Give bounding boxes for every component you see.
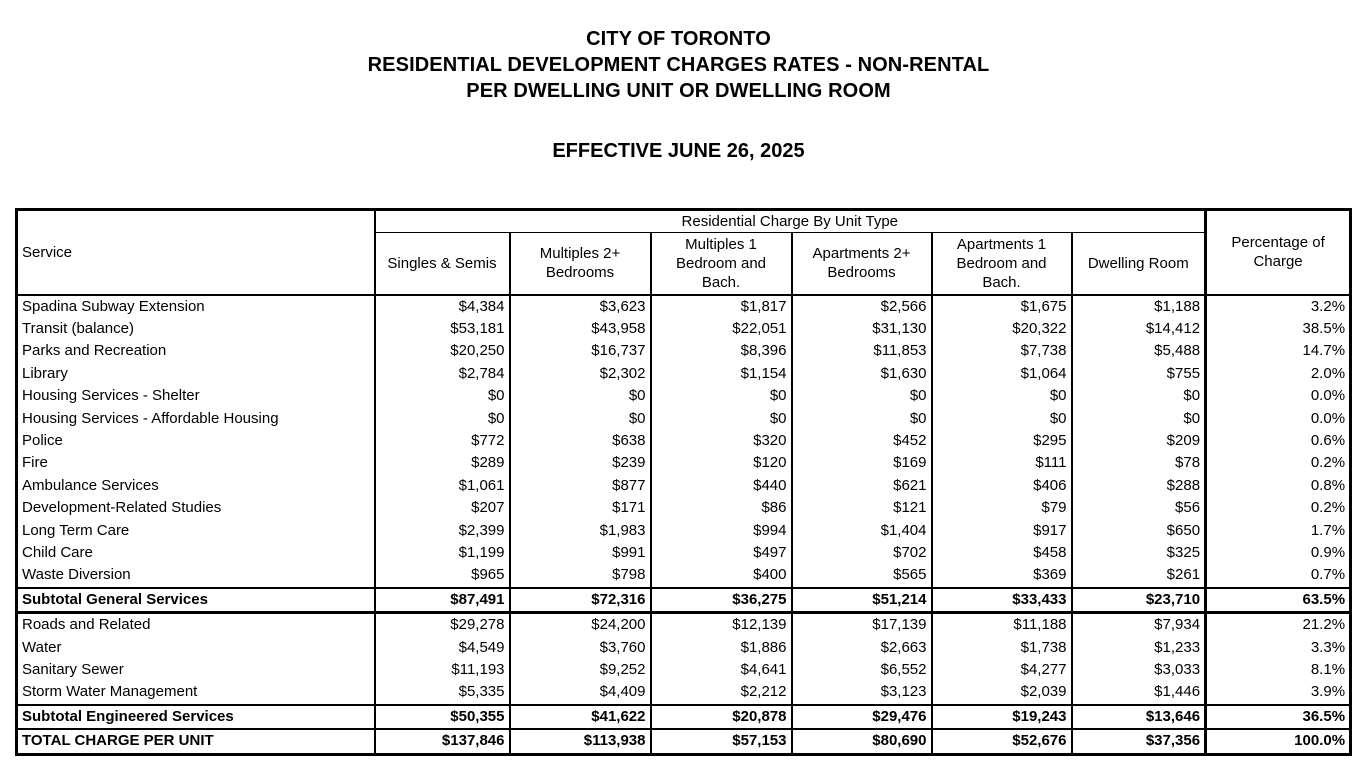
cell-percentage-value: 0.0%: [1206, 408, 1351, 430]
cell-charge-value: $369: [932, 564, 1072, 587]
cell-charge-value: $3,033: [1072, 659, 1206, 681]
cell-charge-value: $4,549: [375, 637, 510, 659]
cell-charge-value: $638: [510, 430, 651, 452]
cell-charge-value: $0: [932, 408, 1072, 430]
cell-charge-value: $239: [510, 452, 651, 474]
cell-charge-value: $917: [932, 520, 1072, 542]
cell-charge-value: $0: [1072, 408, 1206, 430]
cell-charge-value: $20,878: [651, 705, 792, 729]
cell-charge-value: $24,200: [510, 613, 651, 637]
table-row-general-service: [17, 564, 1351, 587]
cell-charge-value: $43,958: [510, 318, 651, 340]
development-charges-table-wrapper: [15, 208, 1349, 756]
table-row-general-service: [17, 542, 1351, 564]
cell-charge-value: $121: [792, 497, 932, 519]
cell-service-name: Sanitary Sewer: [17, 659, 375, 681]
table-row-engineered-service: [17, 659, 1351, 681]
cell-service-name: Water: [17, 637, 375, 659]
cell-charge-value: $1,886: [651, 637, 792, 659]
cell-charge-value: $1,983: [510, 520, 651, 542]
table-row-general-service: [17, 363, 1351, 385]
header-row-group: [17, 210, 1351, 233]
cell-percentage-value: 100.0%: [1206, 729, 1351, 754]
table-row-subtotal-engineered: [17, 705, 1351, 729]
cell-charge-value: $33,433: [932, 588, 1072, 613]
cell-charge-value: $0: [651, 408, 792, 430]
cell-charge-value: $965: [375, 564, 510, 587]
cell-charge-value: $320: [651, 430, 792, 452]
cell-charge-value: $29,476: [792, 705, 932, 729]
cell-service-name: Subtotal General Services: [17, 588, 375, 613]
table-row-general-service: [17, 340, 1351, 362]
cell-charge-value: $72,316: [510, 588, 651, 613]
cell-charge-value: $798: [510, 564, 651, 587]
cell-charge-value: $991: [510, 542, 651, 564]
cell-charge-value: $1,446: [1072, 681, 1206, 704]
cell-charge-value: $36,275: [651, 588, 792, 613]
cell-percentage-value: 21.2%: [1206, 613, 1351, 637]
cell-charge-value: $14,412: [1072, 318, 1206, 340]
cell-charge-value: $0: [792, 408, 932, 430]
table-row-general-service: [17, 497, 1351, 519]
cell-charge-value: $288: [1072, 475, 1206, 497]
cell-charge-value: $2,663: [792, 637, 932, 659]
cell-service-name: Development-Related Studies: [17, 497, 375, 519]
cell-percentage-value: 3.9%: [1206, 681, 1351, 704]
cell-charge-value: $5,335: [375, 681, 510, 704]
cell-percentage-value: 3.3%: [1206, 637, 1351, 659]
cell-charge-value: $52,676: [932, 729, 1072, 754]
cell-charge-value: $19,243: [932, 705, 1072, 729]
cell-charge-value: $440: [651, 475, 792, 497]
cell-charge-value: $0: [932, 385, 1072, 407]
cell-charge-value: $23,710: [1072, 588, 1206, 613]
cell-charge-value: $13,646: [1072, 705, 1206, 729]
table-head: [17, 210, 1351, 295]
cell-charge-value: $4,384: [375, 295, 510, 318]
cell-charge-value: $50,355: [375, 705, 510, 729]
table-row-engineered-service: [17, 613, 1351, 637]
cell-charge-value: $0: [375, 408, 510, 430]
cell-service-name: Child Care: [17, 542, 375, 564]
document-title-block: [0, 26, 1357, 104]
cell-charge-value: $11,193: [375, 659, 510, 681]
cell-service-name: Housing Services - Shelter: [17, 385, 375, 407]
cell-charge-value: $295: [932, 430, 1072, 452]
title-line-2: RESIDENTIAL DEVELOPMENT CHARGES RATES - NON-RENTAL: [367, 54, 990, 76]
development-charges-table: [15, 208, 1352, 756]
cell-charge-value: $8,396: [651, 340, 792, 362]
cell-charge-value: $406: [932, 475, 1072, 497]
cell-charge-value: $12,139: [651, 613, 792, 637]
col-header-group-residential: Residential Charge By Unit Type: [375, 210, 1206, 233]
cell-charge-value: $325: [1072, 542, 1206, 564]
cell-percentage-value: 0.2%: [1206, 497, 1351, 519]
cell-charge-value: $994: [651, 520, 792, 542]
cell-charge-value: $650: [1072, 520, 1206, 542]
cell-percentage-value: 2.0%: [1206, 363, 1351, 385]
cell-charge-value: $56: [1072, 497, 1206, 519]
cell-charge-value: $261: [1072, 564, 1206, 587]
cell-charge-value: $5,488: [1072, 340, 1206, 362]
cell-charge-value: $2,399: [375, 520, 510, 542]
cell-charge-value: $1,188: [1072, 295, 1206, 318]
cell-charge-value: $1,404: [792, 520, 932, 542]
cell-percentage-value: 0.0%: [1206, 385, 1351, 407]
title-line-3: PER DWELLING UNIT OR DWELLING ROOM: [466, 80, 891, 102]
cell-charge-value: $20,322: [932, 318, 1072, 340]
cell-charge-value: $2,039: [932, 681, 1072, 704]
table-row-general-service: [17, 318, 1351, 340]
cell-percentage-value: 0.9%: [1206, 542, 1351, 564]
cell-charge-value: $289: [375, 452, 510, 474]
cell-charge-value: $17,139: [792, 613, 932, 637]
cell-charge-value: $113,938: [510, 729, 651, 754]
cell-charge-value: $78: [1072, 452, 1206, 474]
cell-charge-value: $2,212: [651, 681, 792, 704]
table-row-general-service: [17, 520, 1351, 542]
cell-charge-value: $1,154: [651, 363, 792, 385]
table-row-subtotal-general: [17, 588, 1351, 613]
col-header-singles-semis: Singles & Semis: [375, 233, 510, 295]
cell-charge-value: $755: [1072, 363, 1206, 385]
cell-charge-value: $772: [375, 430, 510, 452]
cell-service-name: Roads and Related: [17, 613, 375, 637]
cell-charge-value: $1,738: [932, 637, 1072, 659]
col-header-multiples-1-bach: Multiples 1 Bedroom and Bach.: [651, 233, 792, 295]
effective-date-line: EFFECTIVE JUNE 26, 2025: [552, 140, 805, 162]
cell-percentage-value: 8.1%: [1206, 659, 1351, 681]
cell-service-name: TOTAL CHARGE PER UNIT: [17, 729, 375, 754]
cell-charge-value: $53,181: [375, 318, 510, 340]
cell-charge-value: $497: [651, 542, 792, 564]
cell-charge-value: $2,302: [510, 363, 651, 385]
cell-charge-value: $0: [375, 385, 510, 407]
col-header-apartments-1-bach: Apartments 1 Bedroom and Bach.: [932, 233, 1072, 295]
cell-charge-value: $0: [1072, 385, 1206, 407]
cell-service-name: Waste Diversion: [17, 564, 375, 587]
cell-charge-value: $11,853: [792, 340, 932, 362]
cell-charge-value: $458: [932, 542, 1072, 564]
cell-charge-value: $400: [651, 564, 792, 587]
table-row-total-charge: [17, 729, 1351, 754]
cell-charge-value: $137,846: [375, 729, 510, 754]
cell-charge-value: $621: [792, 475, 932, 497]
cell-charge-value: $20,250: [375, 340, 510, 362]
cell-charge-value: $2,784: [375, 363, 510, 385]
cell-charge-value: $3,623: [510, 295, 651, 318]
table-row-general-service: [17, 295, 1351, 318]
cell-service-name: Police: [17, 430, 375, 452]
cell-service-name: Fire: [17, 452, 375, 474]
cell-charge-value: $120: [651, 452, 792, 474]
cell-charge-value: $1,199: [375, 542, 510, 564]
cell-charge-value: $4,641: [651, 659, 792, 681]
cell-service-name: Ambulance Services: [17, 475, 375, 497]
cell-charge-value: $87,491: [375, 588, 510, 613]
cell-percentage-value: 0.7%: [1206, 564, 1351, 587]
cell-charge-value: $452: [792, 430, 932, 452]
cell-percentage-value: 0.8%: [1206, 475, 1351, 497]
col-header-multiples-2plus: Multiples 2+ Bedrooms: [510, 233, 651, 295]
cell-percentage-value: 38.5%: [1206, 318, 1351, 340]
cell-charge-value: $7,934: [1072, 613, 1206, 637]
cell-charge-value: $6,552: [792, 659, 932, 681]
table-row-general-service: [17, 385, 1351, 407]
col-header-dwelling-room: Dwelling Room: [1072, 233, 1206, 295]
cell-service-name: Parks and Recreation: [17, 340, 375, 362]
table-row-engineered-service: [17, 681, 1351, 704]
cell-charge-value: $0: [510, 385, 651, 407]
cell-percentage-value: 63.5%: [1206, 588, 1351, 613]
cell-charge-value: $1,630: [792, 363, 932, 385]
cell-charge-value: $29,278: [375, 613, 510, 637]
cell-charge-value: $171: [510, 497, 651, 519]
cell-charge-value: $31,130: [792, 318, 932, 340]
table-row-general-service: [17, 408, 1351, 430]
cell-charge-value: $1,675: [932, 295, 1072, 318]
table-row-general-service: [17, 430, 1351, 452]
cell-charge-value: $169: [792, 452, 932, 474]
cell-charge-value: $86: [651, 497, 792, 519]
cell-service-name: Spadina Subway Extension: [17, 295, 375, 318]
cell-charge-value: $0: [651, 385, 792, 407]
cell-charge-value: $1,233: [1072, 637, 1206, 659]
cell-charge-value: $1,061: [375, 475, 510, 497]
cell-charge-value: $0: [792, 385, 932, 407]
cell-service-name: Long Term Care: [17, 520, 375, 542]
cell-charge-value: $7,738: [932, 340, 1072, 362]
cell-charge-value: $80,690: [792, 729, 932, 754]
cell-percentage-value: 36.5%: [1206, 705, 1351, 729]
cell-charge-value: $37,356: [1072, 729, 1206, 754]
cell-charge-value: $0: [510, 408, 651, 430]
col-header-percentage: Percentage of Charge: [1206, 210, 1351, 295]
cell-charge-value: $1,064: [932, 363, 1072, 385]
cell-service-name: Storm Water Management: [17, 681, 375, 704]
cell-charge-value: $11,188: [932, 613, 1072, 637]
cell-percentage-value: 14.7%: [1206, 340, 1351, 362]
cell-charge-value: $877: [510, 475, 651, 497]
cell-charge-value: $9,252: [510, 659, 651, 681]
cell-charge-value: $41,622: [510, 705, 651, 729]
cell-charge-value: $111: [932, 452, 1072, 474]
cell-service-name: Subtotal Engineered Services: [17, 705, 375, 729]
table-row-general-service: [17, 475, 1351, 497]
cell-service-name: Housing Services - Affordable Housing: [17, 408, 375, 430]
cell-percentage-value: 3.2%: [1206, 295, 1351, 318]
col-header-service: Service: [17, 210, 375, 295]
cell-charge-value: $1,817: [651, 295, 792, 318]
table-row-general-service: [17, 452, 1351, 474]
cell-charge-value: $22,051: [651, 318, 792, 340]
cell-charge-value: $3,760: [510, 637, 651, 659]
table-body: [17, 295, 1351, 755]
col-header-apartments-2plus: Apartments 2+ Bedrooms: [792, 233, 932, 295]
cell-percentage-value: 0.2%: [1206, 452, 1351, 474]
cell-charge-value: $4,277: [932, 659, 1072, 681]
cell-charge-value: $79: [932, 497, 1072, 519]
cell-charge-value: $209: [1072, 430, 1206, 452]
table-row-engineered-service: [17, 637, 1351, 659]
cell-charge-value: $51,214: [792, 588, 932, 613]
title-line-1: CITY OF TORONTO: [586, 28, 771, 50]
cell-service-name: Transit (balance): [17, 318, 375, 340]
cell-charge-value: $4,409: [510, 681, 651, 704]
cell-charge-value: $207: [375, 497, 510, 519]
cell-charge-value: $57,153: [651, 729, 792, 754]
cell-charge-value: $3,123: [792, 681, 932, 704]
cell-percentage-value: 0.6%: [1206, 430, 1351, 452]
cell-charge-value: $16,737: [510, 340, 651, 362]
cell-charge-value: $2,566: [792, 295, 932, 318]
cell-charge-value: $565: [792, 564, 932, 587]
cell-percentage-value: 1.7%: [1206, 520, 1351, 542]
cell-charge-value: $702: [792, 542, 932, 564]
cell-service-name: Library: [17, 363, 375, 385]
